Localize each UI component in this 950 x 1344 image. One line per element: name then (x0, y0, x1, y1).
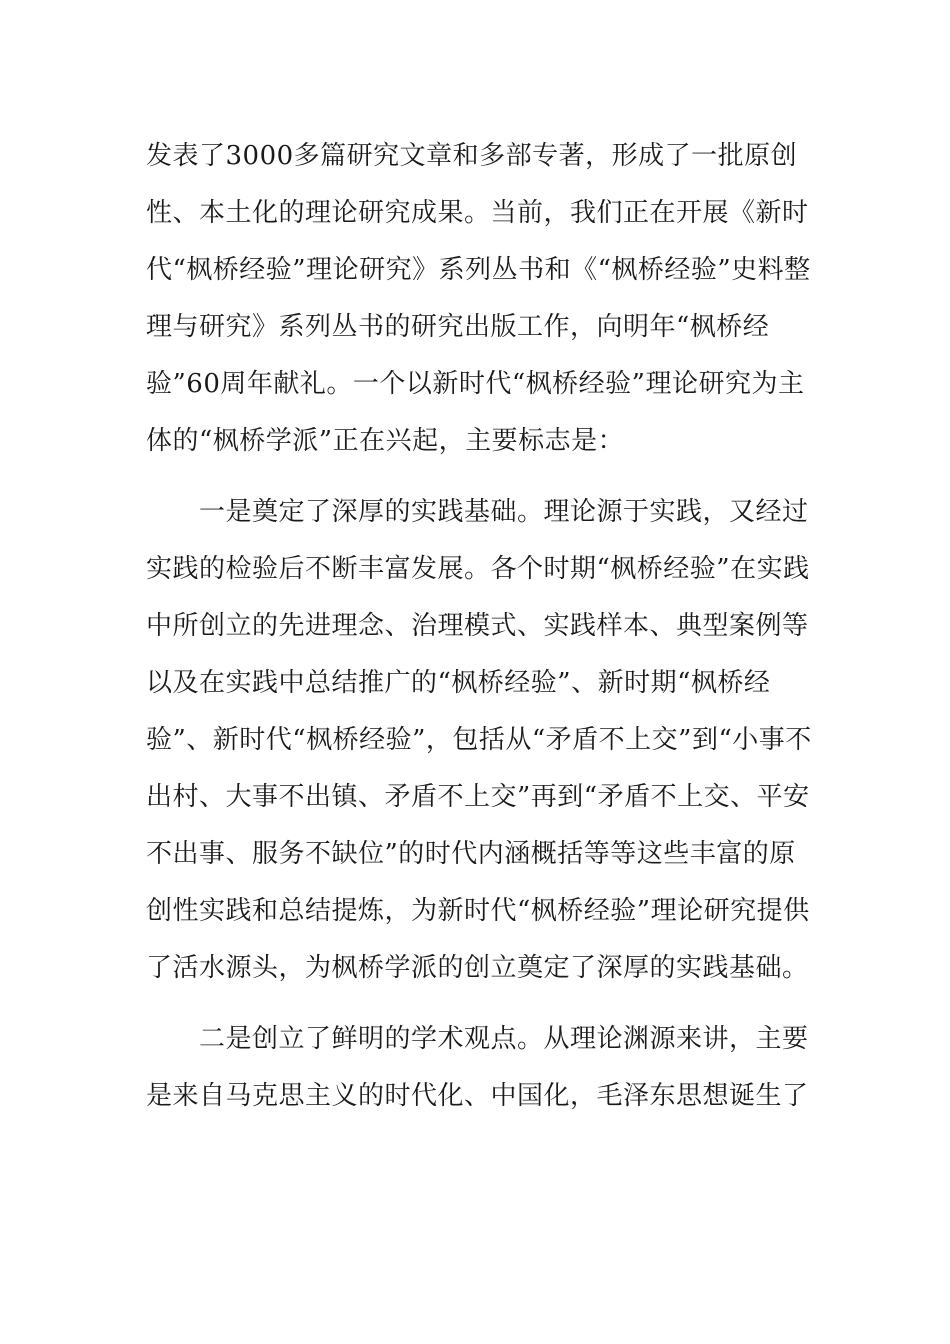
paragraph-point-1: 一是奠定了深厚的实践基础。理论源于实践，又经过实践的检验后不断丰富发展。各个时期“枫桥经验”在实践中所创立的先进理念、治理模式、实践样本、典型案例等以及在实践中总结推广的“枫桥经验”、新时期“枫桥经验”、新时代“枫桥经验”，包括从“矛盾不上交”到“小事不出村、大事不出镇、矛盾不上交”再到“矛盾不上交、平安不出事、服务不缺位”的时代内涵概括等等这些丰富的原创性实践和总结提炼，为新时代“枫桥经验”理论研究提供了活水源头，为枫桥学派的创立奠定了深厚的实践基础。 (146, 497, 812, 983)
document-body (146, 128, 814, 1125)
paragraph-intro: 发表了3000多篇研究文章和多部专著，形成了一批原创性、本土化的理论研究成果。当前，我们正在开展《新时代“枫桥经验”理论研究》系列丛书和《“枫桥经验”史料整理与研究》系列丛书的研究出版工作，向明年“枫桥经验”60周年献礼。一个以新时代“枫桥经验”理论研究为主体的“枫桥学派”正在兴起，主要标志是： (146, 141, 811, 456)
paragraph-point-2: 二是创立了鲜明的学术观点。从理论渊源来讲，主要是来自马克思主义的时代化、中国化，毛泽东思想诞生了 (146, 1024, 809, 1111)
